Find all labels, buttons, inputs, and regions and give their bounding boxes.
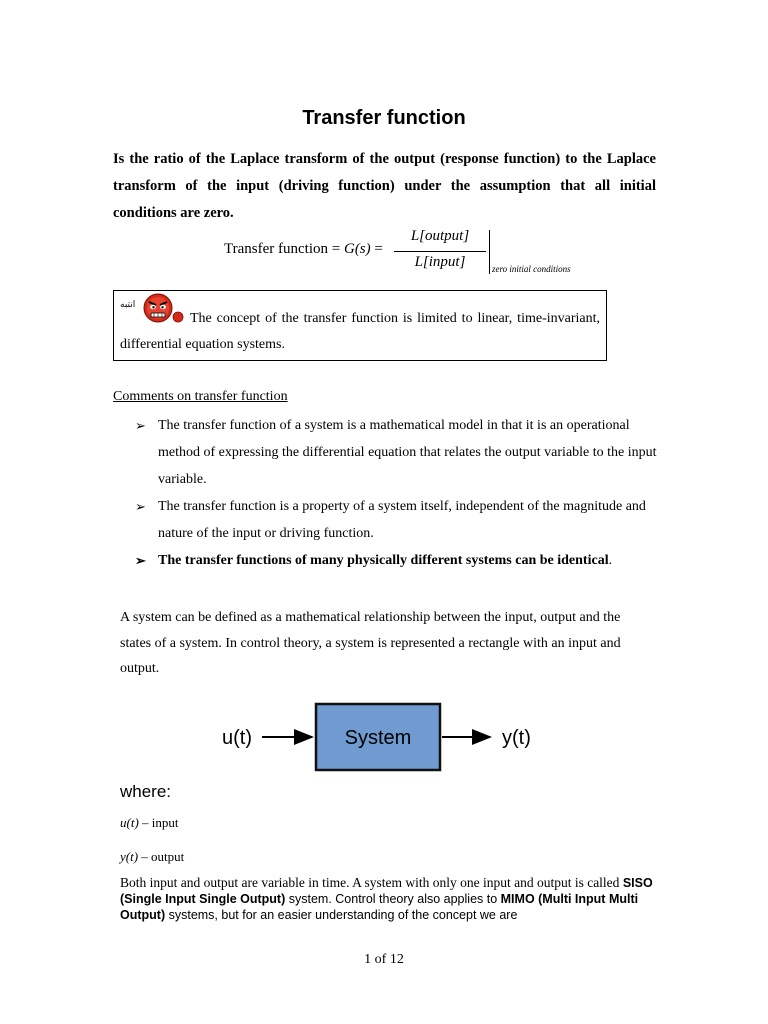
formula-condition: zero initial conditions [492,264,571,274]
io-text-3: systems, but for an easier understanding of the concept we are [165,908,518,922]
formula-fraction [394,228,486,271]
note-text: The concept of the transfer function is limited to linear, time-invariant, differential equation systems. [120,311,600,352]
io-text-1: Both input and output are variable in time. A system with only one input and output is called [120,875,623,890]
transfer-function-formula [224,228,571,280]
system-block-diagram [200,690,560,785]
system-paragraph: A system can be defined as a mathematical relationship between the input, output and the states of a system. In control theory, a system is represented a rectangle with an input and output. [120,610,621,676]
note-box [113,290,607,361]
io-text-2: system. Control theory also applies to [285,892,501,906]
u-variable: u(t) [120,815,139,830]
page-number: 1 of 12 [364,952,404,967]
fraction-bar [394,251,486,252]
u-description: – input [138,815,179,830]
system-block-label: System [344,727,412,749]
formula-lhs-text: Transfer function = [224,241,344,257]
list-item-text: The transfer functions of many physically different systems can be identical [158,553,609,568]
mimo-term: MIMO (Multi Input Multi Output) [120,892,639,922]
evaluation-bar [489,230,491,274]
y-description: – output [138,849,185,864]
where-heading: where: [120,782,172,801]
output-label: y(t) [502,727,531,749]
formula-lhs [224,241,383,258]
comments-heading: Comments on transfer function [113,389,288,404]
y-variable: y(t) [120,849,139,864]
list-item-period: . [608,553,613,568]
list-item [135,412,660,493]
definition-paragraph: Is the ratio of the Laplace transform of the output (response function) to the Laplace transform of the input (driving function) under the assumption that all initial conditions are zero. [113,151,656,221]
comments-list [135,412,660,574]
page-title: Transfer function [302,107,466,129]
list-item [135,547,660,574]
bullet-arrow-icon: ➢ [135,553,146,568]
siso-term: SISO (Single Input Single Output) [120,876,653,906]
list-item-text: The transfer function of a system is a mathematical model in that it is an operational method of expressing the differential equation that relates the output variable to the input variable. [158,418,657,487]
list-item-text: The transfer function is a property of a system itself, independent of the magnitude and nature of the input or driving function. [158,499,646,541]
io-paragraph [120,875,660,923]
formula-eq: = [370,241,383,257]
y-definition [120,849,184,865]
formula-denominator: L[input] [414,254,466,270]
formula-g: G(s) [343,241,371,257]
input-label: u(t) [222,727,252,749]
formula-numerator: L[output] [410,228,470,244]
bullet-arrow-icon: ➢ [135,499,146,514]
bullet-arrow-icon: ➢ [135,418,146,433]
icon-label: انتبه [120,300,136,310]
u-definition [120,815,179,831]
list-item [135,493,660,547]
